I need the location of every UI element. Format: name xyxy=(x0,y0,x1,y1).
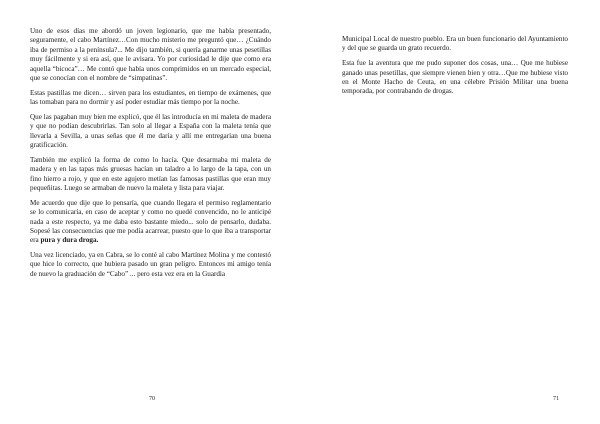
right-page xyxy=(300,0,600,424)
paragraph-text: Me acuerdo que dije que lo pensaría, que cuando llegara el permiso reglamentario se lo comunicaría, en caso de aceptar y como no quedé convencido, no le anticipé nada a este respecto, ya me daba esto bastante miedo... solo de pensarlo, dudaba. Sopesé las consecuencias que me podía acarrear, puesto que lo que iba a transportar era xyxy=(30,198,271,245)
paragraph: Esta fue la aventura que me pudo suponer dos cosas, una… Que me hubiese ganado unas pesetillas, que siempre vienen bien y otra…Que me hubiese visto en el Monte Hacho de Ceuta, en una célebre Prisión Militar una buena temporada, por contrabando de drogas. xyxy=(342,59,568,96)
bold-phrase: pura y dura droga. xyxy=(40,236,99,245)
page-number: 70 xyxy=(149,396,155,402)
paragraph: Que las pagaban muy bien me explicó, que él las introducía en mi maleta de madera y que no podían descubrirlas. Tan solo al llegar a España con la maleta tenía que llevarla a Sevilla, a unas señas que él me daría y allí me entregarían una buena gratificación. xyxy=(30,112,271,150)
paragraph: Estas pastillas me dicen… sirven para los estudiantes, en tiempo de exámenes, que las tomaban para no dormir y así poder estudiar más tiempo por la noche. xyxy=(30,88,271,107)
right-page-text xyxy=(342,35,568,102)
page-number: 71 xyxy=(553,396,559,402)
left-page-text xyxy=(30,27,271,285)
paragraph: Uno de esos días me abordó un joven legionario, que me había presentado, seguramente, el cabo Martínez…Con mucho misterio me preguntó que… ¿Cuándo iba de permiso a la península?... Me dijo también, si quería ganarme unas pesetillas muy fácilmente y si era así, que le avisara. Yo por curiosidad le dije que como era aquella “bicoca”… Me contó que había unos comprimidos en un mercado especial, que se conocían con el nombre de “simpatinas”. xyxy=(30,27,271,83)
paragraph: También me explicó la forma de como lo hacía. Que desarmaba mi maleta de madera y en las tapas más gruesas hacían un taladro a lo largo de la tapa, con un fino hierro a rojo, y que en este agujero metían las famosas pastillas que eran muy pequeñitas. Luego se armaban de nuevo la maleta y lista para viajar. xyxy=(30,155,271,192)
paragraph: Una vez licenciado, ya en Cabra, se lo conté al cabo Martínez Molina y me contestó que hice lo correcto, que hubiera pasado un gran peligro. Entonces mi amigo tenía de nuevo la graduación de “Cabo” ... pero esta vez era en la Guardia xyxy=(30,251,271,278)
paragraph: Municipal Local de nuestro pueblo. Era un buen funcionario del Ayuntamiento y del que se guarda un grato recuerdo. xyxy=(342,35,568,53)
paragraph xyxy=(30,199,271,246)
